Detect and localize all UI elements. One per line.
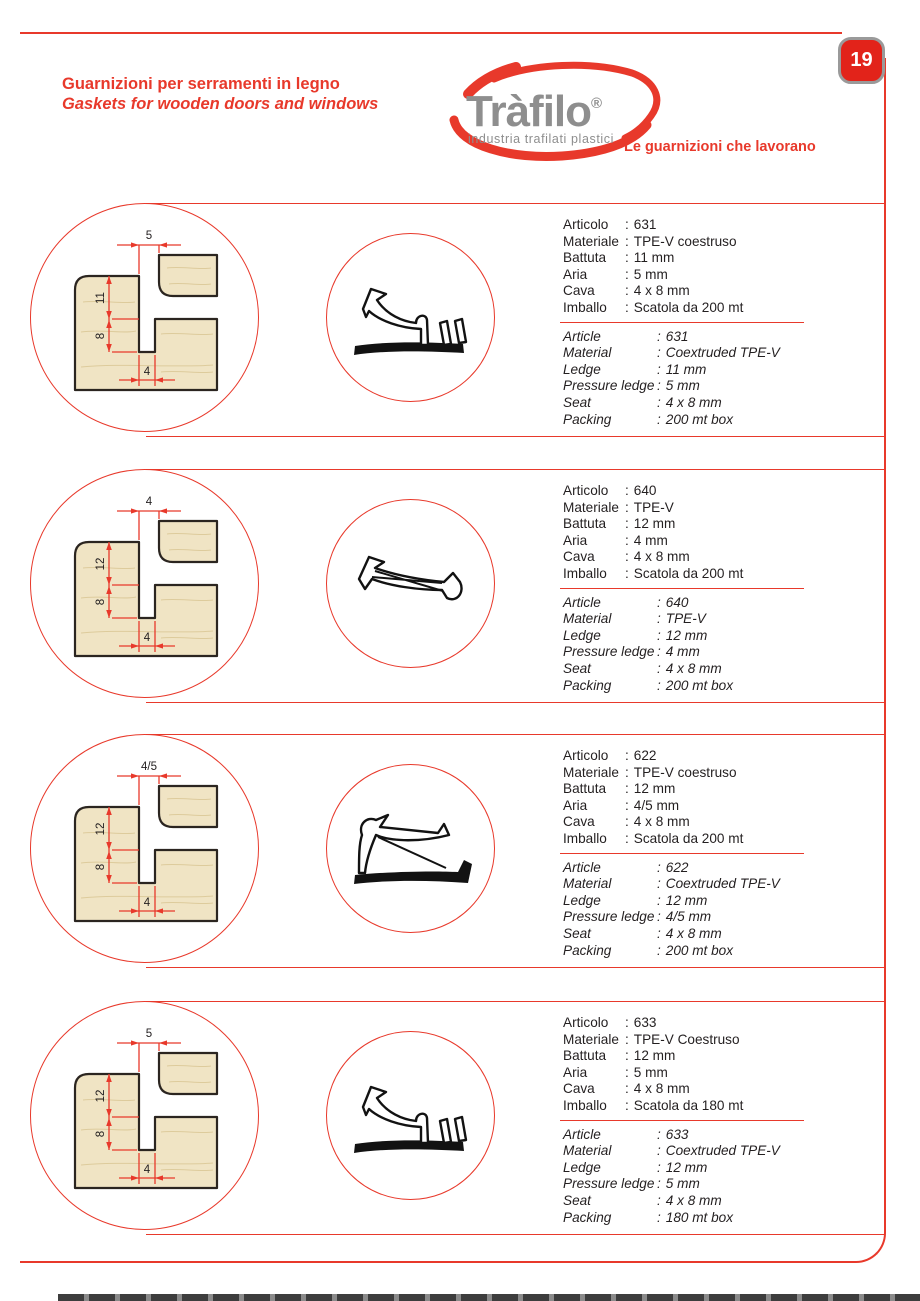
spec-divider [560, 853, 804, 854]
product-row [0, 735, 920, 967]
spec-row: Seat : 4 x 8 mm [563, 661, 893, 678]
dim-slot-width: 4 [143, 897, 151, 909]
spec-row: Ledge : 12 mm [563, 628, 893, 645]
spec-block-english [563, 1127, 893, 1227]
wood-profile-circle [30, 203, 259, 432]
page-bottom-scan-edge [58, 1294, 920, 1301]
spec-row: Material : TPE-V [563, 611, 893, 628]
spec-block [563, 217, 893, 428]
page-subtitle: Gaskets for wooden doors and windows [62, 95, 379, 113]
dim-ledge: 12 [95, 822, 107, 836]
spec-row: Packing : 200 mt box [563, 412, 893, 429]
spec-block [563, 748, 893, 959]
spec-row: Article : 622 [563, 860, 893, 877]
spec-row: Packing : 180 mt box [563, 1210, 893, 1227]
spec-block-english [563, 329, 893, 429]
spec-row: Battuta : 12 mm [563, 516, 893, 533]
wood-profile-circle [30, 469, 259, 698]
spec-block [563, 1015, 893, 1226]
dim-air-gap: 5 [145, 1028, 153, 1040]
spec-row: Pressure ledge : 4/5 mm [563, 909, 893, 926]
spec-block-english [563, 595, 893, 695]
logo-tagline: Le guarnizioni che lavorano [624, 139, 816, 155]
row-separator-bottom [146, 967, 884, 968]
spec-row: Material : Coextruded TPE-V [563, 1143, 893, 1160]
dim-seat-depth: 8 [95, 1130, 107, 1138]
spec-row: Ledge : 11 mm [563, 362, 893, 379]
dim-seat-depth: 8 [95, 598, 107, 606]
spec-block-italian [563, 483, 893, 583]
page-number: 19 [850, 49, 873, 71]
logo-wordmark: Tràfilo® [466, 87, 603, 136]
spec-row: Articolo : 640 [563, 483, 893, 500]
spec-row: Materiale : TPE-V coestruso [563, 234, 893, 251]
gasket-profile-circle [326, 499, 495, 668]
spec-row: Pressure ledge : 5 mm [563, 1176, 893, 1193]
spec-row: Cava : 4 x 8 mm [563, 283, 893, 300]
spec-row: Packing : 200 mt box [563, 678, 893, 695]
gasket-profile-drawing [325, 232, 495, 402]
spec-row: Material : Coextruded TPE-V [563, 345, 893, 362]
spec-row: Cava : 4 x 8 mm [563, 1081, 893, 1098]
page-number-badge [838, 37, 885, 84]
wood-profile-circle [30, 1001, 259, 1230]
wood-profile-drawing [29, 1000, 261, 1232]
dim-air-gap: 5 [145, 230, 153, 242]
dim-air-gap: 4 [145, 496, 153, 508]
spec-row: Aria : 4/5 mm [563, 798, 893, 815]
dim-ledge: 12 [95, 1089, 107, 1103]
spec-row: Packing : 200 mt box [563, 943, 893, 960]
spec-row: Battuta : 12 mm [563, 1048, 893, 1065]
spec-row: Aria : 5 mm [563, 1065, 893, 1082]
spec-block [563, 483, 893, 694]
dim-seat-depth: 8 [95, 332, 107, 340]
spec-row: Battuta : 12 mm [563, 781, 893, 798]
dim-ledge: 11 [95, 292, 107, 304]
spec-row: Articolo : 622 [563, 748, 893, 765]
logo-subtitle: industria trafilati plastici [468, 132, 615, 146]
spec-row: Article : 640 [563, 595, 893, 612]
spec-divider [560, 1120, 804, 1121]
spec-row: Pressure ledge : 4 mm [563, 644, 893, 661]
row-separator-bottom [146, 702, 884, 703]
registered-mark-icon: ® [591, 95, 603, 112]
dim-air-gap: 4/5 [141, 761, 157, 773]
spec-row: Materiale : TPE-V Coestruso [563, 1032, 893, 1049]
gasket-profile-drawing [325, 1030, 495, 1200]
spec-row: Seat : 4 x 8 mm [563, 1193, 893, 1210]
dim-slot-width: 4 [143, 632, 151, 644]
spec-row: Cava : 4 x 8 mm [563, 814, 893, 831]
row-separator-bottom [146, 1234, 884, 1235]
spec-divider [560, 322, 804, 323]
spec-row: Imballo : Scatola da 200 mt [563, 831, 893, 848]
spec-row: Aria : 4 mm [563, 533, 893, 550]
gasket-profile-circle [326, 1031, 495, 1200]
spec-row: Imballo : Scatola da 180 mt [563, 1098, 893, 1115]
spec-row: Imballo : Scatola da 200 mt [563, 300, 893, 317]
spec-row: Article : 631 [563, 329, 893, 346]
product-row [0, 1002, 920, 1234]
spec-row: Pressure ledge : 5 mm [563, 378, 893, 395]
wood-profile-drawing [29, 733, 261, 965]
spec-block-italian [563, 1015, 893, 1115]
gasket-profile-drawing [325, 498, 495, 668]
spec-row: Battuta : 11 mm [563, 250, 893, 267]
spec-row: Imballo : Scatola da 200 mt [563, 566, 893, 583]
header-rule [20, 32, 842, 34]
wood-profile-drawing [29, 202, 261, 434]
spec-row: Seat : 4 x 8 mm [563, 926, 893, 943]
spec-row: Cava : 4 x 8 mm [563, 549, 893, 566]
spec-row: Ledge : 12 mm [563, 1160, 893, 1177]
spec-row: Aria : 5 mm [563, 267, 893, 284]
dim-slot-width: 4 [143, 366, 151, 378]
gasket-profile-drawing [325, 763, 495, 933]
spec-block-italian [563, 217, 893, 317]
spec-row: Material : Coextruded TPE-V [563, 876, 893, 893]
page-title-block [62, 74, 378, 114]
spec-row: Articolo : 631 [563, 217, 893, 234]
product-row [0, 470, 920, 702]
dim-slot-width: 4 [143, 1164, 151, 1176]
wood-profile-circle [30, 734, 259, 963]
spec-row: Ledge : 12 mm [563, 893, 893, 910]
dim-ledge: 12 [95, 557, 107, 571]
spec-row: Materiale : TPE-V coestruso [563, 765, 893, 782]
dim-seat-depth: 8 [95, 863, 107, 871]
spec-block-italian [563, 748, 893, 848]
row-separator-bottom [146, 436, 884, 437]
wood-profile-drawing [29, 468, 261, 700]
spec-row: Materiale : TPE-V [563, 500, 893, 517]
spec-row: Seat : 4 x 8 mm [563, 395, 893, 412]
spec-row: Article : 633 [563, 1127, 893, 1144]
spec-block-english [563, 860, 893, 960]
gasket-profile-circle [326, 764, 495, 933]
spec-divider [560, 588, 804, 589]
gasket-profile-circle [326, 233, 495, 402]
page-title: Guarnizioni per serramenti in legno [62, 75, 340, 93]
product-row [0, 204, 920, 436]
spec-row: Articolo : 633 [563, 1015, 893, 1032]
